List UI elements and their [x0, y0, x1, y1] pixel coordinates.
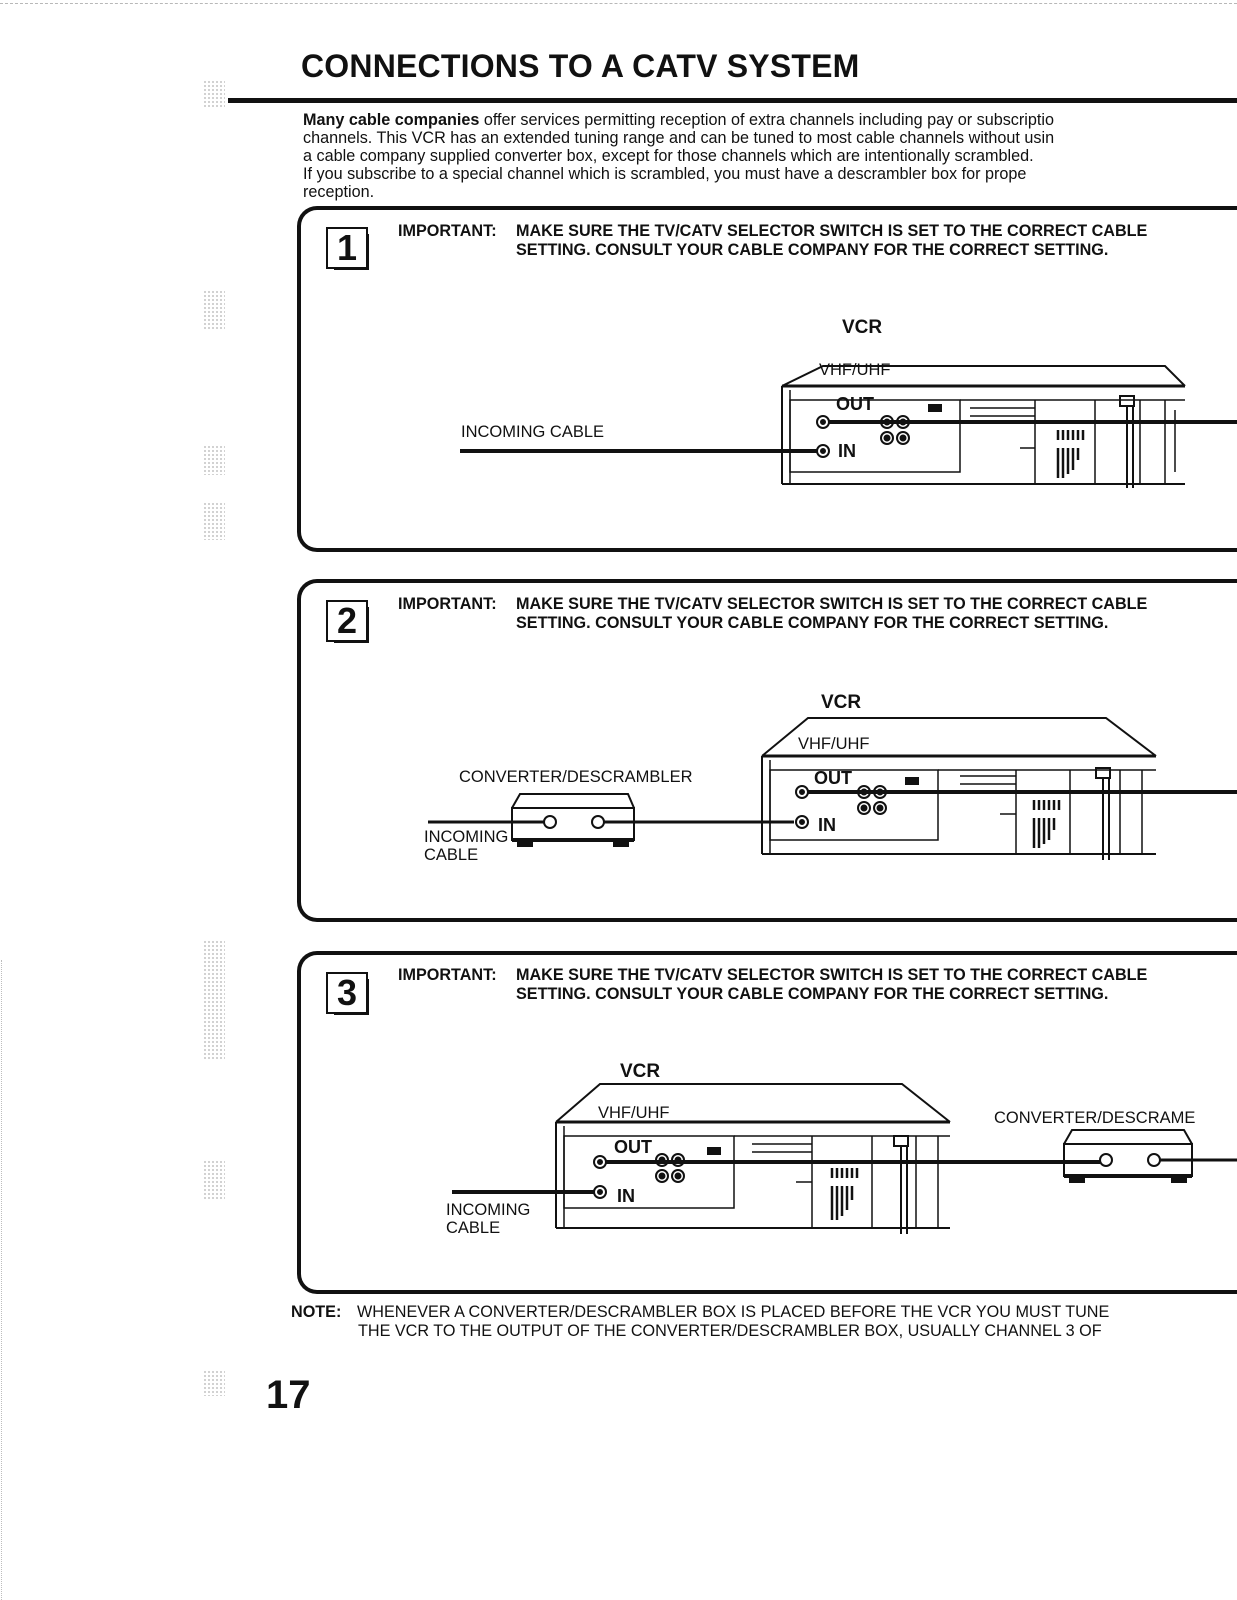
step-3-incoming-line-2: CABLE [446, 1219, 501, 1237]
note-text [357, 1303, 1237, 1341]
intro-lead: Many cable companies [303, 111, 480, 129]
title-rule [228, 98, 1237, 103]
step-3-important [398, 966, 1198, 1026]
scan-speckle [203, 1160, 225, 1200]
step-3-converter-label: CONVERTER/DESCRAME [994, 1109, 1196, 1127]
scan-speckle [203, 1370, 225, 1396]
step-1-important-label: IMPORTANT: [398, 222, 497, 240]
step-2-important-label: IMPORTANT: [398, 595, 497, 613]
note-label: NOTE: [291, 1303, 342, 1321]
step-2-in-label: IN [818, 815, 836, 835]
step-3-important-label: IMPORTANT: [398, 966, 497, 984]
step-2-vhf-uhf-label: VHF/UHF [798, 735, 870, 753]
step-2-number-box [326, 600, 368, 642]
step-1-important [398, 222, 1198, 282]
intro-line-4: If you subscribe to a special channel which is scrambled, you must have a descrambler box for prope [303, 165, 1027, 183]
step-2-out-label: OUT [814, 768, 852, 788]
step-1-in-label: IN [838, 441, 856, 461]
step-2-vcr-label: VCR [821, 692, 862, 713]
step-2-number: 2 [336, 600, 358, 641]
intro-line-5: reception. [303, 183, 375, 201]
step-2-important-text: MAKE SURE THE TV/CATV SELECTOR SWITCH IS SET TO THE CORRECT CABLE SETTING. CONSULT YOUR CABLE COMPANY FOR THE CORRECT SETTING. [516, 595, 1148, 632]
scan-edge-top [0, 3, 1237, 4]
intro-line-3: a cable company supplied converter box, except for those channels which are intentionally scrambled. [303, 147, 1034, 165]
scan-speckle [203, 80, 225, 108]
note [291, 1303, 1237, 1343]
step-3-incoming-cable-label [446, 1201, 530, 1237]
note-line-1: WHENEVER A CONVERTER/DESCRAMBLER BOX IS PLACED BEFORE THE VCR YOU MUST TUNE [357, 1303, 1110, 1321]
step-2-incoming-cable-label [424, 828, 508, 864]
intro-line-1-rest: offer services permitting reception of extra channels including pay or subscriptio [479, 111, 1054, 129]
step-1-number: 1 [336, 227, 358, 268]
step-2-converter-label: CONVERTER/DESCRAMBLER [459, 768, 693, 786]
scan-speckle [203, 445, 225, 475]
step-1-out-label: OUT [836, 394, 874, 414]
page-title: CONNECTIONS TO A CATV SYSTEM [301, 48, 860, 84]
intro-paragraph [303, 111, 1237, 201]
step-1-number-box [326, 227, 368, 269]
step-2-incoming-line-1: INCOMING [424, 828, 509, 846]
scan-speckle [203, 502, 225, 540]
page-number: 17 [266, 1373, 311, 1417]
step-3-vhf-uhf-label: VHF/UHF [598, 1104, 670, 1122]
scan-speckle [203, 290, 225, 330]
step-1-important-text: MAKE SURE THE TV/CATV SELECTOR SWITCH IS SET TO THE CORRECT CABLE SETTING. CONSULT YOUR CABLE COMPANY FOR THE CORRECT SETTING. [516, 222, 1148, 259]
step-2-incoming-line-2: CABLE [424, 846, 479, 864]
intro-line-1 [303, 111, 1237, 129]
intro-line-2: channels. This VCR has an extended tuning range and can be tuned to most cable channels without usin [303, 129, 1055, 147]
step-3-number: 3 [336, 972, 358, 1013]
scan-edge-left [1, 960, 2, 1600]
scan-speckle [203, 940, 225, 1060]
step-3-out-label: OUT [614, 1137, 652, 1157]
step-1-vcr-label: VCR [842, 317, 883, 338]
step-3-number-box [326, 972, 368, 1014]
step-3-vcr-label: VCR [620, 1061, 661, 1082]
step-1-incoming-cable-label: INCOMING CABLE [461, 423, 605, 441]
step-3-important-text: MAKE SURE THE TV/CATV SELECTOR SWITCH IS SET TO THE CORRECT CABLE SETTING. CONSULT YOUR CABLE COMPANY FOR THE CORRECT SETTING. [516, 966, 1148, 1003]
step-3-incoming-line-1: INCOMING [446, 1201, 531, 1219]
note-line-2: THE VCR TO THE OUTPUT OF THE CONVERTER/DESCRAMBLER BOX, USUALLY CHANNEL 3 OF [358, 1322, 1102, 1340]
step-3-in-label: IN [617, 1186, 635, 1206]
step-3-vcr-diagram [440, 1082, 1237, 1242]
step-2-important [398, 595, 1198, 655]
step-1-vhf-uhf-label: VHF/UHF [819, 361, 891, 379]
